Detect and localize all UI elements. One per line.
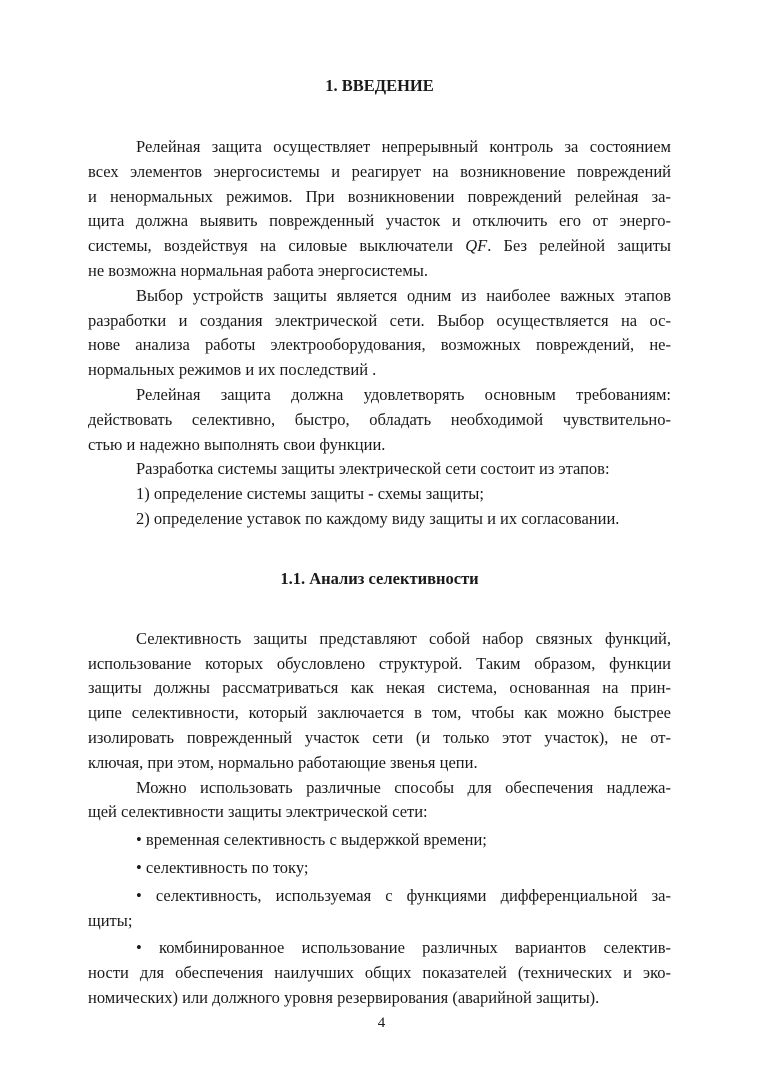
- text-line: и ненормальных режимов. При возникновении повреждений релейная за-: [88, 186, 671, 206]
- text-line: щей селективности защиты электрической сети:: [88, 802, 428, 822]
- bullet-item-current-selectivity: [88, 856, 671, 881]
- text-line: Релейная защита осуществляет непрерывный контроль за состоянием: [136, 137, 671, 156]
- text-line: 2) определение уставок по каждому виду защиты и их согласовании.: [136, 508, 620, 528]
- text-line: разработки и создания электрической сети. Выбор осуществляется на ос-: [88, 310, 671, 330]
- text-line: всех элементов энергосистемы и реагирует на возникновение повреждений: [88, 161, 671, 181]
- section-heading-introduction: 1. ВВЕДЕНИЕ: [325, 76, 434, 95]
- selectivity-paragraph-1: [88, 627, 671, 776]
- text-line: защиты должны рассматриваться как некая система, основанная на прин-: [88, 678, 671, 698]
- bullet-item-combined-selectivity: [88, 936, 671, 1010]
- text-line: ключая, при этом, нормально работающие звенья цепи.: [88, 752, 478, 772]
- text-line: нормальных режимов и их последствий .: [88, 360, 377, 380]
- intro-paragraph-4: [88, 457, 671, 482]
- section-heading-selectivity: 1.1. Анализ селективности: [280, 568, 479, 588]
- text-line: стью и надежно выполнять свои функции.: [88, 434, 386, 454]
- text-line: • селективность, используемая с функциями дифференциальной за-: [136, 885, 671, 905]
- page-number: 4: [377, 1015, 386, 1031]
- text-line: ности для обеспечения наилучших общих показателей (технических и эко-: [88, 963, 671, 983]
- text-line: Можно использовать различные способы для обеспечения надлежа-: [136, 777, 671, 797]
- text-line: нове анализа работы электрооборудования, возможных повреждений, не-: [88, 335, 671, 355]
- text-line: использование которых обусловлено структурой. Таким образом, функции: [88, 653, 671, 673]
- text-line: Выбор устройств защиты является одним из наиболее важных этапов: [136, 285, 671, 305]
- text-fragment: системы, воздействуя на силовые выключатели: [88, 236, 453, 256]
- text-line: • комбинированное использование различных вариантов селектив-: [136, 938, 671, 958]
- text-line: действовать селективно, быстро, обладать необходимой чувствительно-: [88, 409, 671, 429]
- selectivity-paragraph-2: [88, 776, 671, 826]
- text-line: Селективность защиты представляют собой набор связных функций,: [136, 628, 671, 648]
- intro-paragraph-2: [88, 284, 671, 383]
- text-line: Релейная защита должна удовлетворять основным требованиям:: [136, 384, 671, 404]
- text-fragment: . Без релейной защиты: [487, 236, 672, 256]
- text-line: изолировать поврежденный участок сети (и только этот участок), не от-: [88, 727, 671, 747]
- bullet-item-differential-selectivity: [88, 884, 671, 934]
- text-line: ципе селективности, который заключается в том, чтобы как можно быстрее: [88, 703, 671, 723]
- intro-list-item-1: [88, 482, 671, 507]
- text-line: [88, 234, 671, 259]
- text-line: • временная селективность с выдержкой времени;: [136, 830, 487, 850]
- bullet-item-time-selectivity: [88, 828, 671, 853]
- intro-paragraph-1: [88, 135, 671, 284]
- text-line: не возможна нормальная работа энергосистемы.: [88, 260, 428, 280]
- text-line: номических) или должного уровня резервирования (аварийной защиты).: [88, 987, 600, 1007]
- breaker-symbol: QF: [465, 236, 488, 256]
- text-line: щиты;: [88, 910, 133, 930]
- text-line: щита должна выявить поврежденный участок и отключить его от энерго-: [88, 211, 671, 231]
- text-line: 1) определение системы защиты - схемы защиты;: [136, 484, 484, 504]
- text-line: Разработка системы защиты электрической сети состоит из этапов:: [136, 459, 610, 479]
- text-line: • селективность по току;: [136, 857, 309, 877]
- intro-paragraph-3: [88, 383, 671, 457]
- document-page: [88, 60, 671, 1011]
- intro-list-item-2: [88, 507, 671, 532]
